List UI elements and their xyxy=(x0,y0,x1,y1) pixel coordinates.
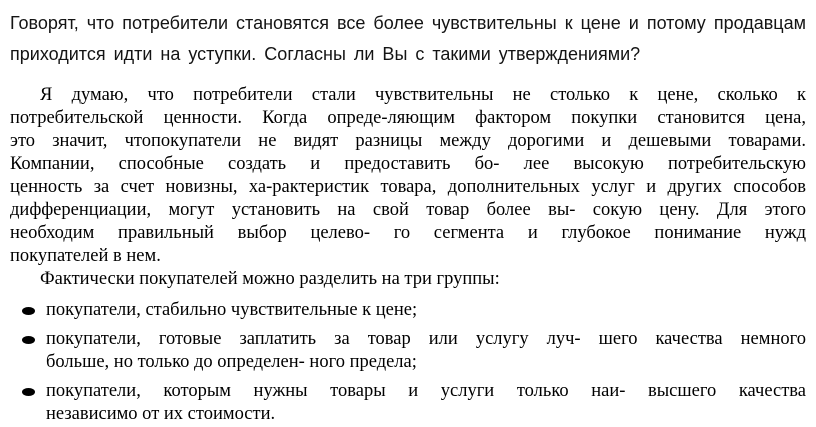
bullet-marker xyxy=(10,328,46,344)
list-item-line: покупатели, готовые заплатить за товар или услугу луч- шего качества немного xyxy=(46,329,806,349)
list-item-line: больше, но только до определен- ного предела; xyxy=(46,352,417,372)
bullet-marker xyxy=(10,380,46,396)
answer-line: покупателей в нем. xyxy=(10,246,161,266)
answer-paragraph xyxy=(10,84,806,268)
groups-intro-line: Фактически покупателей можно разделить на три группы: xyxy=(40,269,500,289)
answer-line: это значит, чтопокупатели не видят разницы между дорогими и дешевыми товарами. xyxy=(10,131,806,151)
list-item-line: покупатели, которым нужны товары и услуги только наи- высшего качества xyxy=(46,381,806,401)
bullet-marker xyxy=(10,299,46,315)
list-item-text xyxy=(46,328,806,374)
bullet-icon xyxy=(22,388,35,396)
answer-line: Компании, способные создать и предоставить бо- лее высокую потребительскую xyxy=(10,154,806,174)
question-paragraph xyxy=(10,8,806,70)
list-item xyxy=(10,299,806,322)
list-item-text xyxy=(46,299,806,322)
question-line: приходится идти на уступки. Согласны ли Вы с такими утверждениями? xyxy=(10,44,641,64)
list-item-line: покупатели, стабильно чувствительные к цене; xyxy=(46,300,418,320)
question-line: Говорят, что потребители становятся все более чувствительны к цене и потому продавцам xyxy=(10,13,806,33)
buyer-groups-list xyxy=(10,299,806,426)
answer-line: дифференциации, могут установить на свой товар более вы- сокую цену. Для этого xyxy=(10,200,806,220)
answer-line: Я думаю, что потребители стали чувствительны не столько к цене, сколько к xyxy=(40,85,806,105)
list-item-line: независимо от их стоимости. xyxy=(46,404,276,424)
list-item xyxy=(10,380,806,426)
bullet-icon xyxy=(22,336,35,344)
answer-line: необходим правильный выбор целево- го сегмента и глубокое понимание нужд xyxy=(10,223,806,243)
list-item xyxy=(10,328,806,374)
bullet-icon xyxy=(22,307,35,315)
answer-line: ценность за счет новизны, ха-рактеристик товара, дополнительных услуг и других способов xyxy=(10,177,806,197)
answer-line: потребительской ценности. Когда опреде-ляющим фактором покупки становится цена, xyxy=(10,108,806,128)
list-item-text xyxy=(46,380,806,426)
